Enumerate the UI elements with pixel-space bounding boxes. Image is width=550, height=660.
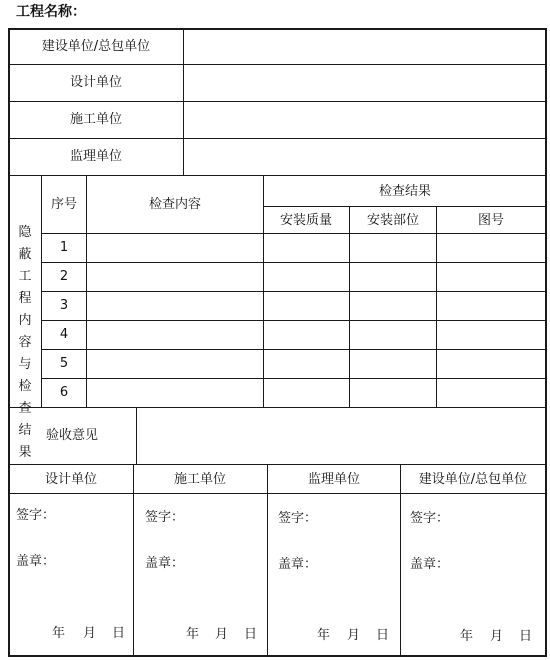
row-number: 5 xyxy=(59,356,69,371)
year-label: 年 xyxy=(186,627,200,642)
content-header: 检查内容 xyxy=(148,197,202,212)
construction-unit-label: 建设单位/总包单位 xyxy=(41,39,151,54)
seq-header: 序号 xyxy=(50,197,78,212)
year-label: 年 xyxy=(317,628,331,643)
inspection-side-label: 隐蔽工程内容与检查结果 xyxy=(18,225,32,460)
seal-label: 盖章： xyxy=(16,554,56,569)
acceptance-opinion-label: 验收意见 xyxy=(45,428,99,443)
month-label: 月 xyxy=(215,627,229,642)
result-header: 检查结果 xyxy=(378,184,432,199)
day-label: 日 xyxy=(112,626,126,641)
install-quality-header: 安装质量 xyxy=(279,213,333,228)
signoff-design-unit-header: 设计单位 xyxy=(44,472,98,487)
project-name-label: 工程名称： xyxy=(16,4,86,20)
row-number: 2 xyxy=(59,269,69,284)
seal-label: 盖章： xyxy=(410,557,450,572)
year-label: 年 xyxy=(460,629,474,644)
signoff-builder-unit-header: 施工单位 xyxy=(173,472,227,487)
acceptance-opinion-field[interactable] xyxy=(138,408,544,464)
seal-label: 盖章： xyxy=(278,557,318,572)
signoff-supervision-unit-header: 监理单位 xyxy=(307,472,361,487)
month-label: 月 xyxy=(347,628,361,643)
signoff-construction-unit-header: 建设单位/总包单位 xyxy=(418,472,528,487)
design-unit-field[interactable] xyxy=(185,65,544,101)
design-unit-label: 设计单位 xyxy=(69,75,123,90)
builder-unit-field[interactable] xyxy=(185,102,544,138)
year-label: 年 xyxy=(52,626,66,641)
install-location-header: 安装部位 xyxy=(366,213,420,228)
day-label: 日 xyxy=(376,628,390,643)
builder-unit-label: 施工单位 xyxy=(69,112,123,127)
supervision-unit-label: 监理单位 xyxy=(69,149,123,164)
row-number: 6 xyxy=(59,385,69,400)
drawing-number-header: 图号 xyxy=(477,213,505,228)
day-label: 日 xyxy=(519,629,533,644)
month-label: 月 xyxy=(83,626,97,641)
row-number: 4 xyxy=(59,327,69,342)
sign-label: 签字： xyxy=(16,508,56,523)
construction-unit-field[interactable] xyxy=(185,30,544,64)
day-label: 日 xyxy=(244,627,258,642)
sign-label: 签字： xyxy=(278,511,318,526)
supervision-unit-field[interactable] xyxy=(185,139,544,175)
sign-label: 签字： xyxy=(410,511,450,526)
sign-label: 签字： xyxy=(145,510,185,525)
month-label: 月 xyxy=(490,629,504,644)
seal-label: 盖章： xyxy=(145,556,185,571)
row-number: 1 xyxy=(59,240,69,255)
row-number: 3 xyxy=(59,298,69,313)
